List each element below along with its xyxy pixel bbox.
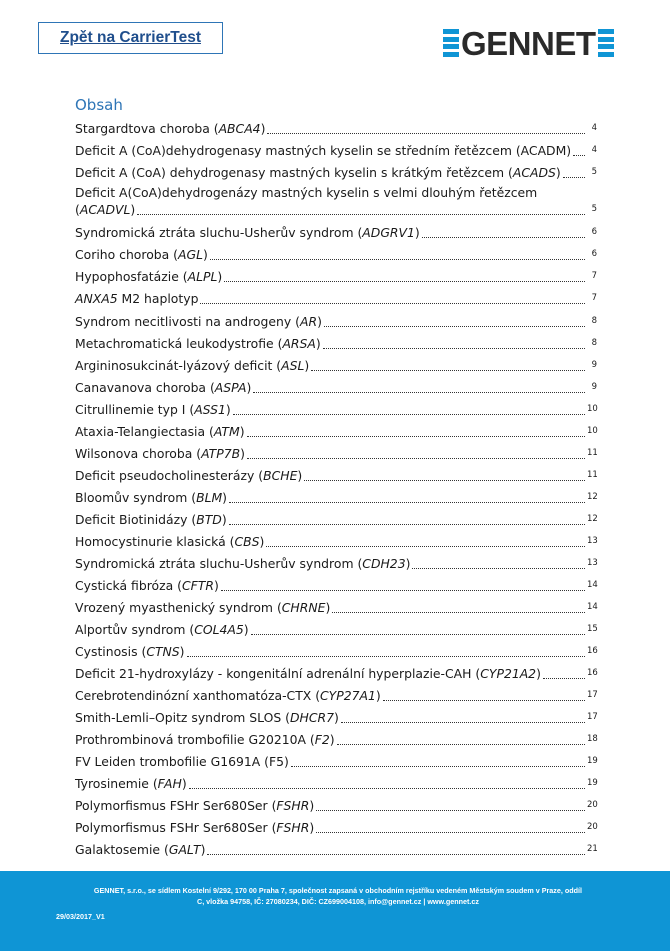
toc-page-number: 8	[591, 316, 597, 326]
toc-entry-gene: ASL	[281, 358, 305, 373]
toc-page-number: 17	[587, 712, 598, 722]
toc-entry-gene: BCHE	[263, 468, 298, 483]
toc-entry-tail: )	[297, 468, 303, 483]
toc-entry[interactable]	[75, 511, 597, 528]
toc-entry-text: Cystická fibróza (	[75, 578, 182, 593]
toc-entry-gene: ABCA4	[218, 121, 261, 136]
toc-leader-dots	[210, 259, 585, 260]
toc-leader-dots	[324, 326, 585, 327]
toc-entry[interactable]	[75, 445, 597, 462]
toc-entry-gene: ATP7B	[201, 446, 241, 461]
toc-entry-gene: FAH	[157, 776, 182, 791]
toc-entry-gene: BTD	[196, 512, 222, 527]
toc-entry[interactable]	[75, 775, 597, 792]
toc-leader-dots	[304, 480, 585, 481]
toc-entry-gene: CTNS	[146, 644, 180, 659]
toc-entry-tail: )	[222, 490, 228, 505]
logo-text: GENNET	[461, 24, 596, 62]
toc-leader-dots	[543, 678, 585, 679]
toc-leader-dots	[247, 436, 585, 437]
toc-entry-text: Galaktosemie (	[75, 842, 169, 857]
toc-entry-text: Vrozený myasthenický syndrom (	[75, 600, 282, 615]
gennet-logo	[443, 26, 614, 60]
toc-page-number: 14	[587, 580, 598, 590]
toc-page-number: 5	[591, 167, 597, 177]
toc-entry-gene: ANXA5	[75, 291, 118, 306]
toc-entry-text: Bloomův syndrom (	[75, 490, 197, 505]
toc-entry-tail: )	[309, 798, 315, 813]
toc-entry-text: Homocystinurie klasická (	[75, 534, 235, 549]
toc-leader-dots	[221, 590, 585, 591]
toc-entry-text: Metachromatická leukodystrofie (	[75, 336, 283, 351]
toc-leader-dots	[573, 155, 585, 156]
toc-entry-gene: ARSA	[282, 336, 316, 351]
toc-leader-dots	[316, 810, 585, 811]
toc-entry-tail: )	[309, 820, 315, 835]
toc-entry-tail: )	[405, 556, 411, 571]
toc-entry-text: Deficit pseudocholinesterázy (	[75, 468, 264, 483]
toc-entry[interactable]	[75, 841, 597, 858]
toc-leader-dots	[247, 458, 585, 459]
toc-entry-text: Polymorfismus FSHr Ser680Ser (	[75, 798, 277, 813]
toc-leader-dots	[207, 854, 585, 855]
toc-entry[interactable]	[75, 555, 597, 572]
toc-entry[interactable]	[75, 224, 597, 241]
toc-leader-dots	[229, 502, 585, 503]
toc-entry[interactable]	[75, 164, 597, 181]
toc-entry-gene: CYP27A1	[320, 688, 376, 703]
toc-entry-gene: CFTR	[181, 578, 214, 593]
toc-page-number: 10	[587, 404, 598, 414]
toc-page-number: 6	[591, 249, 597, 259]
toc-entry[interactable]	[75, 819, 597, 836]
toc-entry-gene: CYP21A2	[480, 666, 537, 681]
toc-page-number: 19	[587, 756, 598, 766]
toc-leader-dots	[341, 722, 585, 723]
toc-entry-text: Cerebrotendinózní xanthomatóza-CTX (	[75, 688, 321, 703]
toc-leader-dots	[224, 281, 585, 282]
toc-leader-dots	[251, 634, 585, 635]
logo-bars-left-icon	[443, 29, 459, 57]
toc-entry[interactable]	[75, 489, 597, 506]
toc-entry-text: Deficit 21-hydroxylázy - kongenitální adrenální hyperplazie-CAH (	[75, 666, 481, 681]
toc-entry-text: Syndromická ztráta sluchu-Usherův syndrom (	[75, 225, 363, 240]
toc-entry[interactable]	[75, 577, 597, 594]
toc-entry-tail: )	[213, 578, 219, 593]
toc-page-number: 16	[587, 646, 598, 656]
toc-leader-dots	[316, 832, 585, 833]
toc-entry-tail: )	[260, 121, 266, 136]
toc-entry[interactable]	[75, 643, 597, 660]
toc-entry-text: Syndromická ztráta sluchu-Usherův syndrom (	[75, 556, 363, 571]
logo-bars-right-icon	[598, 29, 614, 57]
toc-entry-gene: FSHR	[276, 798, 310, 813]
toc-entry-text: Deficit A(CoA)dehydrogenázy mastných kyselin s velmi dlouhým řetězcem	[75, 185, 538, 200]
toc-entry-text: Deficit Biotinidázy (	[75, 512, 197, 527]
toc-entry-gene: COL4A5	[194, 622, 244, 637]
toc-entry-tail: )	[240, 446, 245, 461]
toc-entry-tail: )	[243, 622, 249, 637]
toc-page-number: 10	[587, 426, 598, 436]
toc-leader-dots	[337, 744, 585, 745]
toc-entry[interactable]	[75, 753, 597, 770]
toc-entry[interactable]	[75, 142, 597, 159]
toc-entry-gene: AR	[299, 314, 318, 329]
toc-entry-tail: )	[217, 269, 223, 284]
toc-entry-gene: ACADVL	[79, 202, 131, 217]
toc-entry-text: Stargardtova choroba (	[75, 121, 219, 136]
toc-page-number: 13	[587, 536, 598, 546]
toc-entry[interactable]	[75, 731, 597, 748]
toc-entry[interactable]	[75, 467, 597, 484]
toc-leader-dots	[187, 656, 585, 657]
toc-entry-tail: )	[259, 534, 265, 549]
toc-leader-dots	[229, 524, 585, 525]
toc-entry[interactable]	[75, 357, 597, 374]
toc-leader-dots	[332, 612, 585, 613]
toc-entry[interactable]	[75, 401, 597, 418]
toc-entry-text: Alportův syndrom (	[75, 622, 195, 637]
toc-page-number: 7	[591, 293, 597, 303]
toc-page-number: 12	[587, 492, 598, 502]
toc-entry[interactable]	[75, 797, 597, 814]
toc-page-number: 21	[587, 844, 598, 854]
toc-leader-dots	[563, 177, 585, 178]
toc-entry-gene: DHCR7	[290, 710, 335, 725]
toc-entry[interactable]	[75, 687, 597, 704]
toc-entry[interactable]	[75, 665, 597, 682]
toc-entry-tail: )	[246, 380, 252, 395]
toc-leader-dots	[137, 214, 585, 215]
toc-entry-tail: )	[414, 225, 420, 240]
toc-entry-tail: )	[555, 165, 561, 180]
toc-entry-text: Tyrosinemie (	[75, 776, 158, 791]
toc-entry-gene: GALT	[168, 842, 201, 857]
toc-leader-dots	[422, 237, 585, 238]
toc-entry[interactable]	[75, 185, 597, 218]
toc-page-number: 11	[587, 470, 598, 480]
toc-leader-dots	[267, 133, 585, 134]
toc-entry[interactable]	[75, 599, 597, 616]
toc-page-number: 9	[591, 382, 597, 392]
toc-entry[interactable]	[75, 335, 597, 352]
toc-entry[interactable]	[75, 313, 597, 330]
toc-entry-gene: ACADS	[512, 165, 556, 180]
toc-page-number: 5	[591, 204, 597, 214]
toc-entry-gene: ADGRV1	[362, 225, 415, 240]
toc-leader-dots	[200, 303, 585, 304]
toc-page-number: 19	[587, 778, 598, 788]
toc-leader-dots	[266, 546, 585, 547]
toc-page-number: 8	[591, 338, 597, 348]
toc-entry-gene: CBS	[234, 534, 260, 549]
toc-entry-tail: )	[329, 732, 335, 747]
toc-entry-text: Smith-Lemli–Opitz syndrom SLOS (	[75, 710, 291, 725]
toc-entry-tail: )	[181, 776, 187, 791]
toc-leader-dots	[253, 392, 585, 393]
toc-entry-gene: FSHR	[276, 820, 310, 835]
toc-page-number: 11	[587, 448, 598, 458]
toc-page-number: 9	[591, 360, 597, 370]
toc-entry[interactable]	[75, 290, 597, 307]
toc-entry-tail: )	[221, 512, 227, 527]
toc-entry-text: Canavanova choroba (	[75, 380, 215, 395]
toc-page-number: 20	[587, 800, 598, 810]
toc-page-number: 4	[591, 123, 597, 133]
toc-entry-tail: )	[317, 314, 322, 329]
toc-entry[interactable]	[75, 621, 597, 638]
toc-entry-tail: )	[334, 710, 339, 725]
toc-entry-tail: )	[200, 842, 206, 857]
toc-entry-text: Wilsonova choroba (	[75, 446, 202, 461]
toc-entry-tail: )	[536, 666, 541, 681]
toc-leader-dots	[311, 370, 585, 371]
toc-leader-dots	[412, 568, 585, 569]
toc-entry-tail: )	[375, 688, 381, 703]
toc-entry[interactable]	[75, 268, 597, 285]
toc-leader-dots	[233, 414, 585, 415]
toc-leader-dots	[291, 766, 585, 767]
toc-entry-text: Syndrom necitlivosti na androgeny (	[75, 314, 300, 329]
toc-entry-gene: ASS1	[194, 402, 226, 417]
toc-page-number: 4	[591, 145, 597, 155]
toc-leader-dots	[189, 788, 585, 789]
footer-date: 29/03/2017_V1	[56, 912, 105, 921]
toc-leader-dots	[383, 700, 585, 701]
toc-entry[interactable]	[75, 423, 597, 440]
toc-entry-tail: )	[130, 202, 136, 217]
toc-entry-tail: )	[179, 644, 185, 659]
toc-entry-tail: )	[325, 600, 331, 615]
toc-entry-text: Hypophosfatázie (	[75, 269, 188, 284]
toc-entry-tail: )	[203, 247, 208, 262]
toc-entry-tail: )	[315, 336, 321, 351]
toc-entry[interactable]	[75, 709, 597, 726]
toc-entry-text: Deficit A (CoA) dehydrogenasy mastných kyselin s krátkým řetězcem (	[75, 165, 513, 180]
toc-entry-gene: ASPA	[214, 380, 247, 395]
toc-page-number: 20	[587, 822, 598, 832]
footer-contact-line: C, vložka 94758, IČ: 27080234, DIČ: CZ699004108, info@gennet.cz | www.gennet.cz	[197, 897, 479, 906]
toc-entry-text: FV Leiden trombofilie G1691A (F5)	[75, 754, 289, 769]
toc-page-number: 15	[587, 624, 598, 634]
toc-entry-tail: )	[225, 402, 231, 417]
toc-entry-text: Citrullinemie typ I (	[75, 402, 195, 417]
toc-entry-text: Prothrombinová trombofilie G20210A (	[75, 732, 315, 747]
toc-entry-tail: M2 haplotyp	[117, 291, 199, 306]
toc-entry[interactable]	[75, 120, 597, 137]
toc-entry[interactable]	[75, 246, 597, 263]
toc-page-number: 17	[587, 690, 598, 700]
toc-entry-text: Coriho choroba (	[75, 247, 179, 262]
toc-entry-text: Cystinosis (	[75, 644, 147, 659]
toc-entry-gene: F2	[314, 732, 330, 747]
toc-page-number: 13	[587, 558, 598, 568]
toc-entry-text: Argininosukcinát-lyázový deficit (	[75, 358, 282, 373]
toc-entry-text: Ataxia-Telangiectasia (	[75, 424, 214, 439]
toc-entry[interactable]	[75, 533, 597, 550]
toc-entry-gene: BLM	[196, 490, 223, 505]
toc-page-number: 14	[587, 602, 598, 612]
toc-entry[interactable]	[75, 379, 597, 396]
toc-entry-gene: ATM	[213, 424, 240, 439]
toc-entry-text: Polymorfismus FSHr Ser680Ser (	[75, 820, 277, 835]
toc-leader-dots	[323, 348, 585, 349]
toc-title: Obsah	[75, 96, 123, 114]
toc-entry-text: Deficit A (CoA)dehydrogenasy mastných kyselin se středním řetězcem (ACADM)	[75, 143, 572, 158]
toc-entry-tail: )	[304, 358, 310, 373]
toc-page-number: 16	[587, 668, 598, 678]
footer-company-line: GENNET, s.r.o., se sídlem Kostelní 9/292, 170 00 Praha 7, společnost zapsaná v obchodním rejstříku vedeném Městským soudem v Praze, oddíl	[93, 886, 583, 895]
back-to-carriertest-link[interactable]: Zpět na CarrierTest	[38, 22, 223, 54]
toc-entry-gene: ALPL	[187, 269, 218, 284]
toc-entry-prefix: (	[75, 202, 80, 217]
toc-page-number: 7	[591, 271, 597, 281]
toc-entry-gene: AGL	[178, 247, 204, 262]
footer	[0, 871, 670, 951]
toc-entry-gene: CDH23	[362, 556, 406, 571]
toc-page-number: 18	[587, 734, 598, 744]
toc-entry-tail: )	[239, 424, 245, 439]
toc-page-number: 6	[591, 227, 597, 237]
toc-entry-gene: CHRNE	[281, 600, 326, 615]
toc-page-number: 12	[587, 514, 598, 524]
